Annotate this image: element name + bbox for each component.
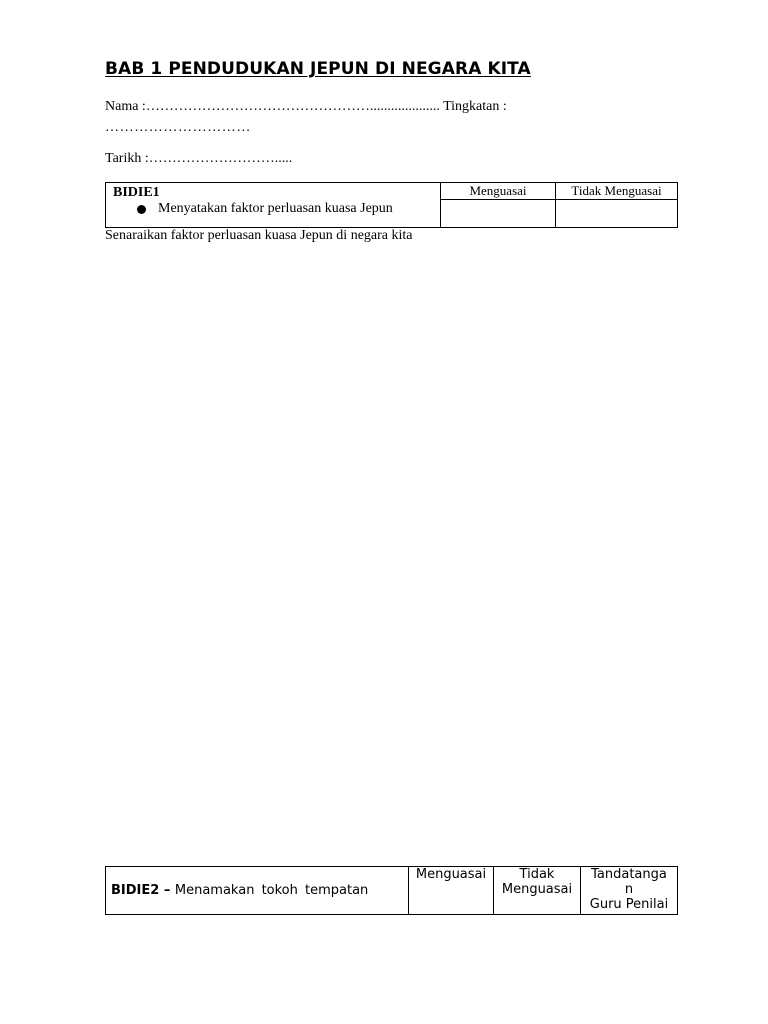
bidie2-table [105,866,678,915]
bidie1-menguasai-box[interactable] [441,200,556,228]
bidie1-objective-row [137,201,433,217]
bullet-icon [137,205,146,214]
bidie1-objective: Menyatakan faktor perluasan kuasa Jepun [158,201,393,216]
bidie2-tandatangan-label-3: Guru Penilai [589,897,669,912]
bidie2-header-tandatangan[interactable] [581,867,678,915]
page-title: BAB 1 PENDUDUKAN JEPUN DI NEGARA KITA [105,59,531,79]
bidie2-objective: Menamakan tokoh tempatan [174,883,369,898]
bidie2-tandatangan-label-1: Tandatanga [591,867,667,882]
bidie1-cell [106,183,441,228]
bidie2-dash: – [159,883,175,898]
bidie2-header-tidak-menguasai[interactable] [494,867,581,915]
bidie2-tidak-label-2: Menguasai [501,882,573,897]
bidie2-code: BIDIE2 [111,883,160,898]
bidie2-header-menguasai[interactable] [409,867,494,915]
bidie1-header-menguasai: Menguasai [441,183,556,200]
bidie2-cell [106,867,409,915]
bidie1-tidak-menguasai-box[interactable] [556,200,678,228]
instruction-text: Senaraikan faktor perluasan kuasa Jepun di negara kita [105,228,413,243]
tingkatan-fill-line: ………………………… [105,120,251,135]
bidie1-code: BIDIE1 [113,185,160,200]
nama-tingkatan-line: Nama :………………………………………….................... Tingkatan : [105,99,507,114]
tarikh-line: Tarikh :………………………..... [105,151,293,166]
bidie2-tandatangan-label-2: n [624,882,634,897]
bidie1-header-tidak-menguasai: Tidak Menguasai [556,183,678,200]
bidie2-tidak-label-1: Tidak [519,867,555,882]
bidie2-menguasai-label: Menguasai [415,867,487,882]
bidie1-table [105,182,678,228]
